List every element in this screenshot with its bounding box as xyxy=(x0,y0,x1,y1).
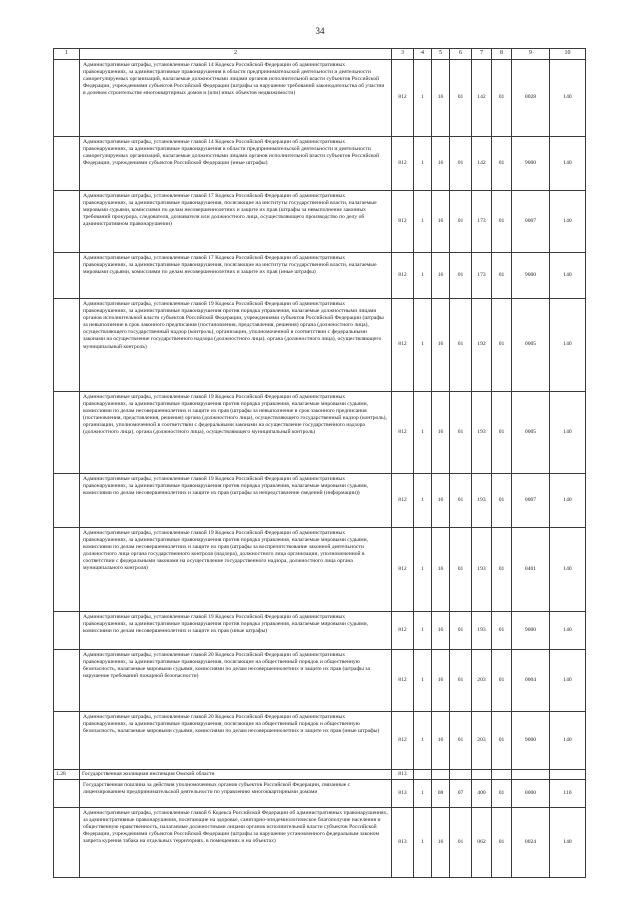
table-row xyxy=(54,779,586,807)
code-cell-c8: 01 xyxy=(492,190,512,252)
code-cell-c4: 1 xyxy=(414,190,432,252)
row-description: Административные штрафы, установленные главой 19 Кодекса Российской Федерации об административных правонарушениях, за административные правонарушения против порядка управления, налагаемые мировыми судьями, комиссиями по делам несовершеннолетних и защите их прав (штрафы за воспрепятствование законной деятельности должностного лица органа государственного контроля (надзора), должностного лица организации, уполномоченной в соответствии с федеральными законами на осуществление государственного надзора, должностного лица органа муниципального контроля) xyxy=(80,527,392,611)
code-cell-c3: 812 xyxy=(392,391,414,473)
code-cell-c6: 01 xyxy=(450,527,472,611)
code-cell-c10: 140 xyxy=(550,298,586,391)
row-number xyxy=(54,527,80,611)
code-cell-c6: 01 xyxy=(450,252,472,298)
code-cell-c8: 01 xyxy=(492,391,512,473)
code-cell-c9: 9000 xyxy=(512,252,550,298)
code-cell-c8: 01 xyxy=(492,252,512,298)
code-cell-c6 xyxy=(450,769,472,779)
header-cell: 8 xyxy=(492,49,512,60)
row-description: Административные штрафы, установленные главой 19 Кодекса Российской Федерации об административных правонарушениях, за административные правонарушения против порядка управления, налагаемые должностными лицами органов исполнительной власти субъектов Российской Федерации, учреждениями субъектов Российской Федерации (штрафы за невыполнение в срок законного предписания (постановления, представления, решения) органа (должностного лица), осуществляющего государственный надзор (контроль), организации, уполномоченной в соответствии с федеральными законами на осуществление государственного надзора (должностного лица), органа (должностного лица), осуществляющего муниципальный контроль) xyxy=(80,298,392,391)
code-cell-c3: 812 xyxy=(392,711,414,769)
code-cell-c5: 16 xyxy=(432,59,450,136)
table-row xyxy=(54,298,586,391)
row-description: Государственная жилищная инспекция Омской области xyxy=(80,769,392,779)
code-cell-c4: 1 xyxy=(414,59,432,136)
code-cell-c7: 142 xyxy=(472,59,492,136)
code-cell-c5: 16 xyxy=(432,611,450,649)
code-cell-c8: 01 xyxy=(492,473,512,527)
code-cell-c8: 01 xyxy=(492,59,512,136)
code-cell-c5: 16 xyxy=(432,298,450,391)
code-cell-c3: 812 xyxy=(392,190,414,252)
row-number xyxy=(54,252,80,298)
budget-classification-table xyxy=(53,48,586,878)
code-cell-c4: 1 xyxy=(414,252,432,298)
row-description: Административные штрафы, установленные главой 17 Кодекса Российской Федерации об административных правонарушениях, за административные правонарушения, посягающие на институты государственной власти, налагаемые мировыми судьями, комиссиями по делам несовершеннолетних и защите их прав (иные штрафы) xyxy=(80,252,392,298)
row-description: Административные штрафы, установленные главой 17 Кодекса Российской Федерации об административных правонарушениях, за административные правонарушения, посягающие на институты государственной власти, налагаемые мировыми судьями, комиссиями по делам несовершеннолетних и защите их прав (штрафы за невыполнение законных требований прокурора, следователя, дознавателя или должностного лица, осуществляющего производство по делу об административном правонарушении) xyxy=(80,190,392,252)
table-row xyxy=(54,391,586,473)
code-cell-c9: 0005 xyxy=(512,391,550,473)
row-number xyxy=(54,611,80,649)
code-cell-c9: 0000 xyxy=(512,779,550,807)
code-cell-c3: 812 xyxy=(392,527,414,611)
code-cell-c5: 16 xyxy=(432,807,450,877)
table-row xyxy=(54,769,586,779)
code-cell-c5: 16 xyxy=(432,136,450,190)
code-cell-c7: 173 xyxy=(472,190,492,252)
code-cell-c3: 812 xyxy=(392,252,414,298)
header-cell: 1 xyxy=(54,49,80,60)
code-cell-c6: 01 xyxy=(450,649,472,711)
code-cell-c9: 0007 xyxy=(512,190,550,252)
code-cell-c10: 140 xyxy=(550,807,586,877)
code-cell-c10: 140 xyxy=(550,527,586,611)
code-cell-c5: 16 xyxy=(432,649,450,711)
header-cell: 7 xyxy=(472,49,492,60)
code-cell-c6: 07 xyxy=(450,779,472,807)
row-description: Административные штрафы, установленные главой 14 Кодекса Российской Федерации об административных правонарушениях, за административные правонарушения в области предпринимательской деятельности и деятельности саморегулируемых организаций, налагаемые должностными лицами органов исполнительной власти субъектов Российской Федерации, учреждениями субъектов Российской Федерации (иные штрафы) xyxy=(80,136,392,190)
code-cell-c3: 813 xyxy=(392,769,414,779)
code-cell-c6: 01 xyxy=(450,611,472,649)
table-row xyxy=(54,473,586,527)
code-cell-c4 xyxy=(414,769,432,779)
header-cell: 6 xyxy=(450,49,472,60)
table-row xyxy=(54,136,586,190)
code-cell-c6: 01 xyxy=(450,136,472,190)
code-cell-c3: 813 xyxy=(392,807,414,877)
code-cell-c4: 1 xyxy=(414,136,432,190)
code-cell-c10: 140 xyxy=(550,649,586,711)
header-cell: 4 xyxy=(414,49,432,60)
code-cell-c6: 01 xyxy=(450,298,472,391)
code-cell-c6: 01 xyxy=(450,190,472,252)
table-row xyxy=(54,611,586,649)
row-description: Административные штрафы, установленные главой 19 Кодекса Российской Федерации об административных правонарушениях, за административные правонарушения против порядка управления, налагаемые мировыми судьями, комиссиями по делам несовершеннолетних и защите их прав (штрафы за непредставление сведений (информации)) xyxy=(80,473,392,527)
code-cell-c7 xyxy=(472,769,492,779)
code-cell-c9: 0007 xyxy=(512,473,550,527)
code-cell-c5 xyxy=(432,769,450,779)
code-cell-c8 xyxy=(492,769,512,779)
table-row xyxy=(54,252,586,298)
code-cell-c9: 0024 xyxy=(512,807,550,877)
code-cell-c7: 142 xyxy=(472,136,492,190)
row-description: Административные штрафы, установленные главой 14 Кодекса Российской Федерации об административных правонарушениях, за административные правонарушения в области предпринимательской деятельности и деятельности саморегулируемых организаций, налагаемые должностными лицами органов исполнительной власти субъектов Российской Федерации, учреждениями субъектов Российской Федерации (штрафы за нарушение требований законодательства об участии в долевом строительстве многоквартирных домов и (или) иных объектов недвижимости) xyxy=(80,59,392,136)
code-cell-c3: 813 xyxy=(392,779,414,807)
code-cell-c9: 0401 xyxy=(512,527,550,611)
code-cell-c3: 812 xyxy=(392,59,414,136)
row-number xyxy=(54,473,80,527)
header-cell: 5 xyxy=(432,49,450,60)
row-description: Административные штрафы, установленные главой 6 Кодекса Российской Федерации об административных правонарушениях, за административные правонарушения, посягающие на здоровье, санитарно-эпидемиологическое благополучие населения и общественную нравственность, налагаемые должностными лицами органов исполнительной власти субъектов Российской Федерации, учреждениями субъектов Российской Федерации (штрафы за нарушение установленного федеральным законом запрета курения табака на отдельных территориях, в помещениях и на объектах) xyxy=(80,807,392,877)
code-cell-c8: 01 xyxy=(492,711,512,769)
code-cell-c9: 0004 xyxy=(512,649,550,711)
code-cell-c10: 110 xyxy=(550,779,586,807)
code-cell-c7: 193 xyxy=(472,611,492,649)
code-cell-c7: 192 xyxy=(472,298,492,391)
code-cell-c7: 193 xyxy=(472,473,492,527)
code-cell-c8: 01 xyxy=(492,611,512,649)
code-cell-c5: 16 xyxy=(432,391,450,473)
code-cell-c9: 9000 xyxy=(512,711,550,769)
header-cell: 10 xyxy=(550,49,586,60)
code-cell-c3: 812 xyxy=(392,473,414,527)
code-cell-c8: 01 xyxy=(492,807,512,877)
code-cell-c8: 01 xyxy=(492,298,512,391)
code-cell-c10: 140 xyxy=(550,473,586,527)
code-cell-c3: 812 xyxy=(392,611,414,649)
code-cell-c5: 16 xyxy=(432,252,450,298)
row-number xyxy=(54,59,80,136)
header-cell: 3 xyxy=(392,49,414,60)
code-cell-c4: 1 xyxy=(414,391,432,473)
code-cell-c9: 9000 xyxy=(512,611,550,649)
code-cell-c10: 140 xyxy=(550,611,586,649)
code-cell-c10: 140 xyxy=(550,59,586,136)
code-cell-c3: 812 xyxy=(392,649,414,711)
table-body xyxy=(54,59,586,877)
code-cell-c5: 08 xyxy=(432,779,450,807)
code-cell-c6: 01 xyxy=(450,473,472,527)
code-cell-c10: 140 xyxy=(550,711,586,769)
header-row xyxy=(54,49,586,60)
code-cell-c8: 01 xyxy=(492,136,512,190)
row-description: Административные штрафы, установленные главой 19 Кодекса Российской Федерации об административных правонарушениях, за административные правонарушения против порядка управления, налагаемые мировыми судьями, комиссиями по делам несовершеннолетних и защите их прав (штрафы за невыполнение в срок законного предписания (постановления, представления, решения) органа (должностного лица), осуществляющего государственный надзор (контроль), организации, уполномоченной в соответствии с федеральными законами на осуществление государственного надзора (должностного лица), органа (должностного лица), осуществляющего муниципальный контроль) xyxy=(80,391,392,473)
code-cell-c9: 0028 xyxy=(512,59,550,136)
code-cell-c10: 140 xyxy=(550,391,586,473)
code-cell-c7: 203 xyxy=(472,649,492,711)
code-cell-c4: 1 xyxy=(414,527,432,611)
code-cell-c10: 140 xyxy=(550,190,586,252)
row-number xyxy=(54,649,80,711)
code-cell-c5: 16 xyxy=(432,190,450,252)
row-description: Административные штрафы, установленные главой 19 Кодекса Российской Федерации об административных правонарушениях, за административные правонарушения против порядка управления, налагаемые мировыми судьями, комиссиями по делам несовершеннолетних и защите их прав (иные штрафы) xyxy=(80,611,392,649)
code-cell-c6: 01 xyxy=(450,807,472,877)
code-cell-c3: 812 xyxy=(392,136,414,190)
code-cell-c4: 1 xyxy=(414,711,432,769)
code-cell-c4: 1 xyxy=(414,649,432,711)
code-cell-c7: 173 xyxy=(472,252,492,298)
code-cell-c7: 193 xyxy=(472,391,492,473)
code-cell-c5: 16 xyxy=(432,473,450,527)
code-cell-c9 xyxy=(512,769,550,779)
table-row xyxy=(54,190,586,252)
row-number xyxy=(54,190,80,252)
code-cell-c10: 140 xyxy=(550,136,586,190)
code-cell-c7: 062 xyxy=(472,807,492,877)
code-cell-c5: 16 xyxy=(432,711,450,769)
code-cell-c10 xyxy=(550,769,586,779)
code-cell-c4: 1 xyxy=(414,807,432,877)
table-row xyxy=(54,59,586,136)
code-cell-c4: 1 xyxy=(414,473,432,527)
code-cell-c4: 1 xyxy=(414,779,432,807)
row-number xyxy=(54,391,80,473)
header-cell: 9 xyxy=(512,49,550,60)
code-cell-c5: 16 xyxy=(432,527,450,611)
page-number: 34 xyxy=(315,26,325,36)
row-number xyxy=(54,779,80,807)
row-number xyxy=(54,298,80,391)
row-number xyxy=(54,136,80,190)
row-description: Административные штрафы, установленные главой 20 Кодекса Российской Федерации об административных правонарушениях, за административные правонарушения, посягающие на общественный порядок и общественную безопасность, налагаемые мировыми судьями, комиссиями по делам несовершеннолетних и защите их прав (иные штрафы) xyxy=(80,711,392,769)
table-row xyxy=(54,649,586,711)
code-cell-c6: 01 xyxy=(450,59,472,136)
code-cell-c8: 01 xyxy=(492,779,512,807)
code-cell-c6: 01 xyxy=(450,391,472,473)
header-cell: 2 xyxy=(80,49,392,60)
table-row xyxy=(54,711,586,769)
code-cell-c10: 140 xyxy=(550,252,586,298)
table-row xyxy=(54,527,586,611)
code-cell-c6: 01 xyxy=(450,711,472,769)
row-number: 1.28 xyxy=(54,769,80,779)
row-number xyxy=(54,807,80,877)
code-cell-c7: 203 xyxy=(472,711,492,769)
code-cell-c4: 1 xyxy=(414,298,432,391)
row-description: Административные штрафы, установленные главой 20 Кодекса Российской Федерации об административных правонарушениях, за административные правонарушения, посягающие на общественный порядок и общественную безопасность, налагаемые мировыми судьями, комиссиями по делам несовершеннолетних и защите их прав (штрафы за нарушение требований пожарной безопасности) xyxy=(80,649,392,711)
code-cell-c9: 9000 xyxy=(512,136,550,190)
code-cell-c3: 812 xyxy=(392,298,414,391)
code-cell-c7: 400 xyxy=(472,779,492,807)
row-description: Государственная пошлина за действия уполномоченных органов субъектов Российской Федерации, связанные с лицензированием предпринимательской деятельности по управлению многоквартирными домами xyxy=(80,779,392,807)
row-number xyxy=(54,711,80,769)
code-cell-c9: 0005 xyxy=(512,298,550,391)
code-cell-c4: 1 xyxy=(414,611,432,649)
table-row xyxy=(54,807,586,877)
code-cell-c7: 193 xyxy=(472,527,492,611)
code-cell-c8: 01 xyxy=(492,527,512,611)
code-cell-c8: 01 xyxy=(492,649,512,711)
